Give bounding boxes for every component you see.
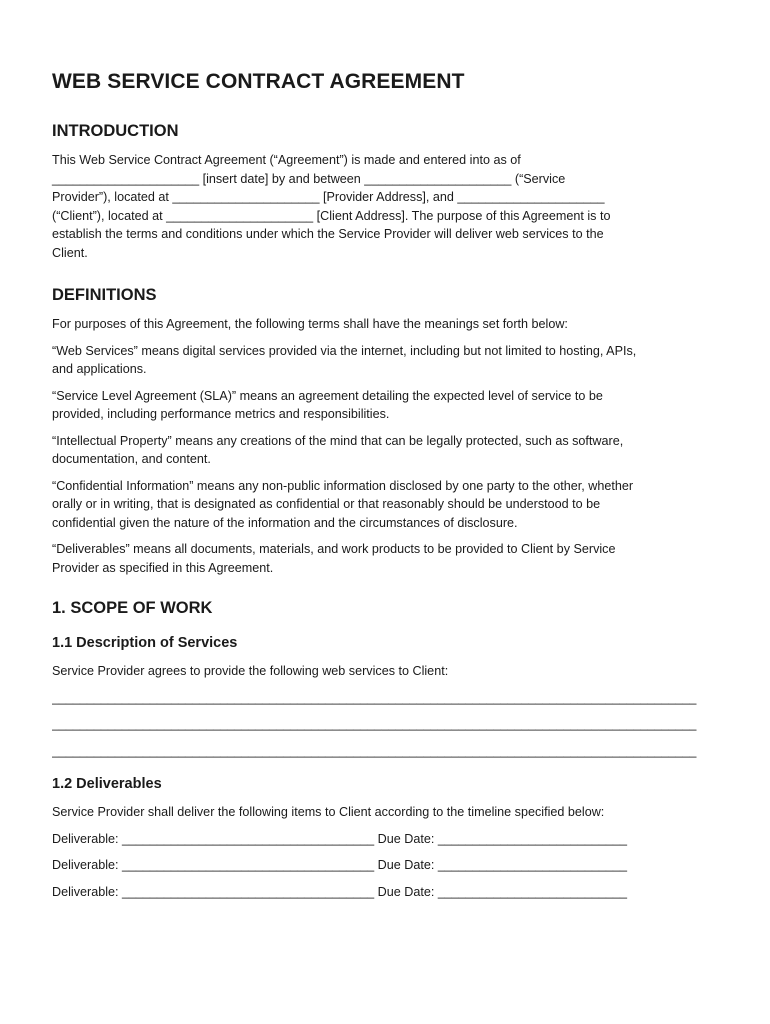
deliverable-row [52, 883, 724, 902]
definitions-intro: For purposes of this Agreement, the following terms shall have the meanings set forth below: [52, 317, 568, 331]
services-blank-line[interactable]: ____________________________________________________________________________________________ [52, 690, 697, 705]
definition-line: Provider as specified in this Agreement. [52, 560, 274, 575]
introduction-line: Provider”), located at _____________________ [Provider Address], and _____________________ [52, 190, 605, 204]
definition-item [52, 387, 724, 424]
definitions-section [52, 284, 724, 577]
due-date-label: Due Date: [377, 831, 435, 846]
due-date-blank[interactable]: ___________________________ [437, 858, 627, 872]
introduction-line: establish the terms and conditions under which the Service Provider will deliver web services to the [52, 227, 604, 241]
introduction-heading: INTRODUCTION [52, 122, 179, 140]
deliverable-row [52, 856, 724, 875]
deliverables-heading: 1.2 Deliverables [52, 776, 162, 792]
definition-line: “Service Level Agreement (SLA)” means an agreement detailing the expected level of service to be [52, 388, 603, 403]
definition-item [52, 540, 724, 577]
definition-line: confidential given the nature of the information and the circumstances of disclosure. [52, 515, 518, 530]
definition-line: “Deliverables” means all documents, materials, and work products to be provided to Client by Service [52, 542, 616, 556]
deliverables-intro: Service Provider shall deliver the following items to Client according to the timeline specified below: [52, 805, 605, 819]
introduction-line: Client. [52, 245, 88, 260]
deliverable-row [52, 830, 724, 849]
document-page [52, 68, 724, 909]
definition-line: “Intellectual Property” means any creations of the mind that can be legally protected, such as software, [52, 433, 624, 448]
services-blank-line[interactable]: ____________________________________________________________________________________________ [52, 743, 697, 758]
introduction-paragraph [52, 151, 724, 262]
definition-line: “Confidential Information” means any non-public information disclosed by one party to the other, whether [52, 478, 634, 493]
description-of-services-subsection [52, 633, 724, 760]
deliverable-label: Deliverable: [52, 831, 119, 846]
definition-item [52, 342, 724, 379]
deliverable-label: Deliverable: [52, 884, 119, 899]
definition-line: and applications. [52, 362, 147, 376]
introduction-line: This Web Service Contract Agreement (“Agreement”) is made and entered into as of [52, 153, 521, 167]
scope-of-work-heading: 1. SCOPE OF WORK [52, 599, 213, 617]
definition-line: “Web Services” means digital services provided via the internet, including but not limited to hosting, APIs, [52, 343, 637, 358]
deliverables-subsection [52, 774, 724, 901]
deliverable-blank[interactable]: ____________________________________ [122, 884, 375, 899]
introduction-section [52, 120, 724, 262]
introduction-line: _____________________ [insert date] by and between _____________________ (“Service [52, 171, 566, 186]
description-of-services-intro: Service Provider agrees to provide the following web services to Client: [52, 664, 449, 678]
due-date-blank[interactable]: ___________________________ [437, 884, 627, 899]
due-date-label: Due Date: [377, 858, 435, 872]
services-blank-line[interactable]: ____________________________________________________________________________________________ [52, 717, 697, 731]
definition-line: provided, including performance metrics and responsibilities. [52, 407, 390, 421]
definition-line: documentation, and content. [52, 452, 211, 466]
description-of-services-heading: 1.1 Description of Services [52, 635, 238, 651]
definition-item [52, 432, 724, 469]
definitions-heading: DEFINITIONS [52, 286, 157, 304]
definition-line: orally or in writing, that is designated as confidential or that reasonably should be understood to be [52, 497, 601, 511]
definition-item [52, 477, 724, 533]
introduction-line: (“Client”), located at _____________________ [Client Address]. The purpose of this Agreement is to [52, 208, 611, 223]
scope-of-work-section [52, 597, 724, 901]
document-title: WEB SERVICE CONTRACT AGREEMENT [52, 70, 465, 93]
due-date-blank[interactable]: ___________________________ [437, 831, 627, 846]
deliverable-blank[interactable]: ____________________________________ [122, 858, 375, 872]
due-date-label: Due Date: [377, 884, 435, 899]
deliverable-label: Deliverable: [52, 858, 119, 872]
deliverable-blank[interactable]: ____________________________________ [122, 831, 375, 846]
